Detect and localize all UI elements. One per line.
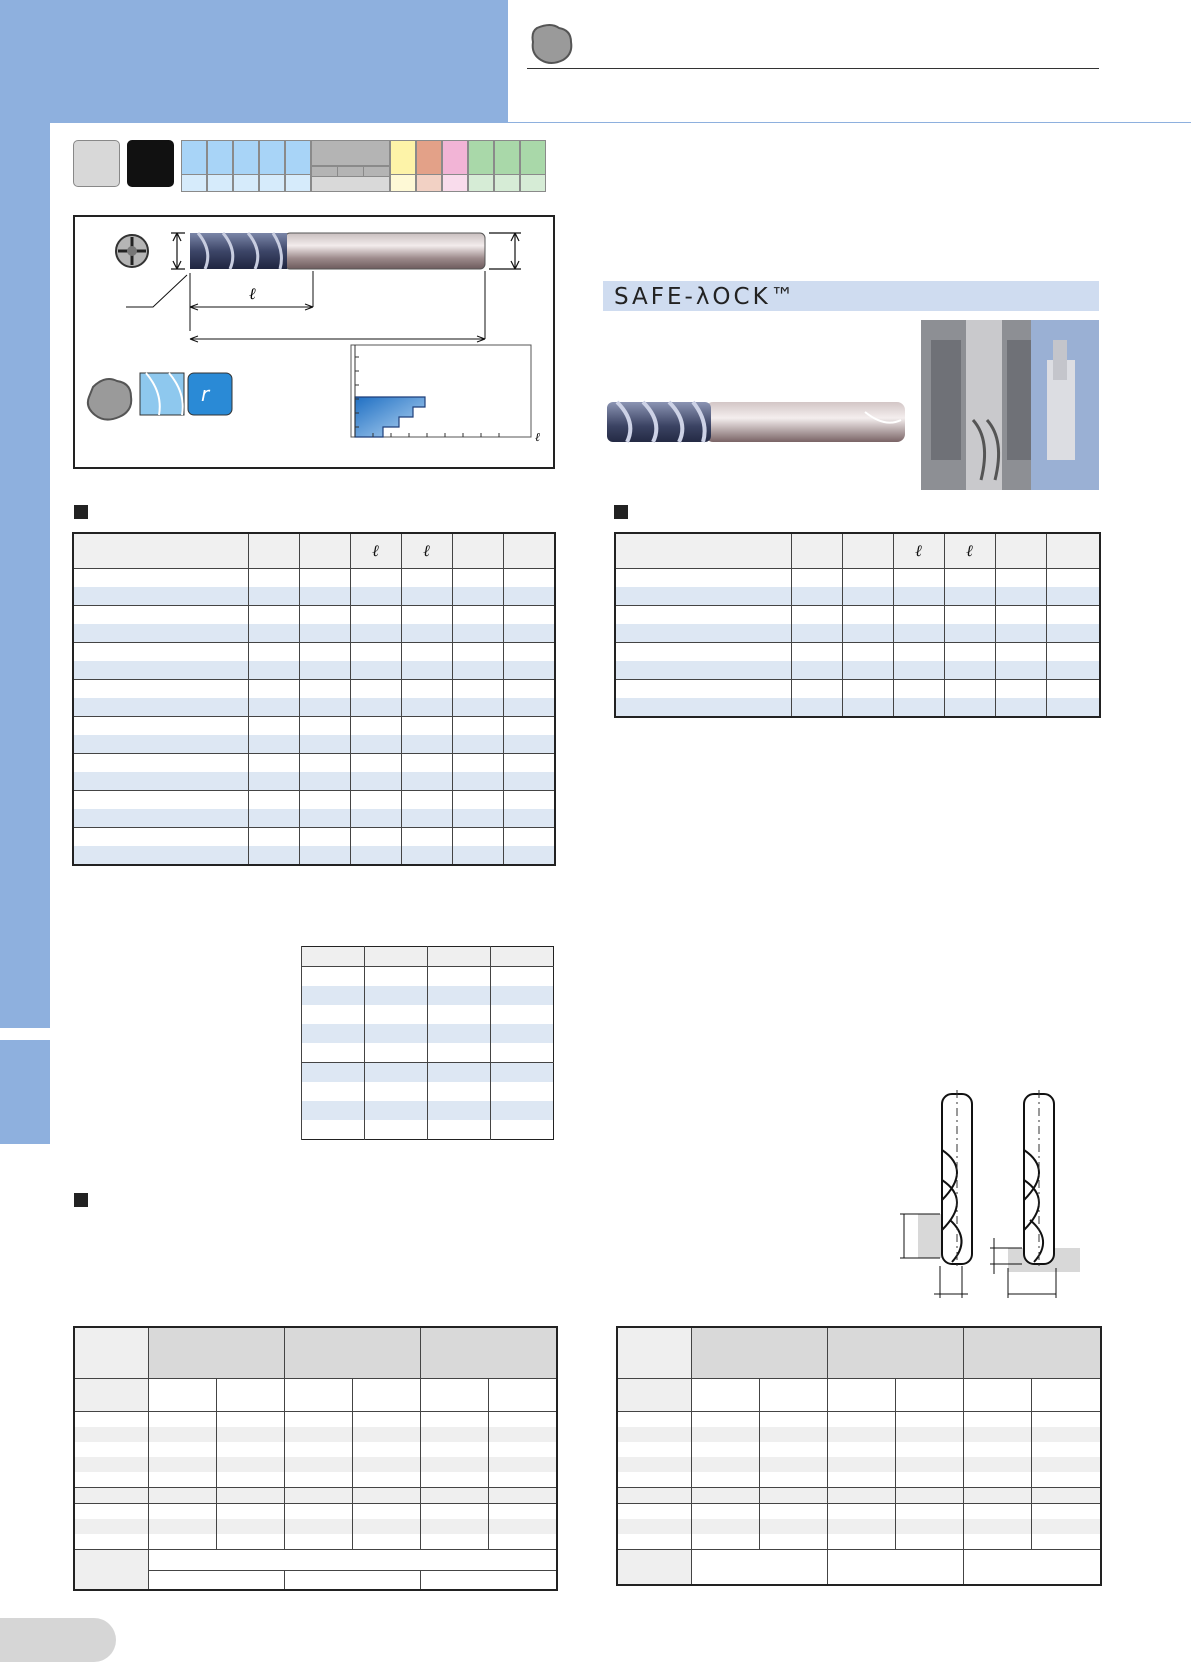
section-marker [74, 505, 88, 519]
table-row [302, 986, 554, 1005]
col-header [1046, 533, 1100, 569]
table-row [73, 735, 555, 754]
cutting-depth-diagram [880, 1090, 1080, 1300]
safe-lock-holder-photo [921, 320, 1099, 490]
end-view-icon [116, 235, 148, 267]
safe-lock-end-mill-photo [605, 398, 909, 446]
table-row [617, 1550, 1101, 1586]
material-chip-group-gray [311, 140, 390, 192]
table-row [615, 698, 1100, 717]
material-chip-row [181, 140, 546, 192]
table-row [617, 1519, 1101, 1534]
col-header-length: ℓ [944, 533, 995, 569]
safe-lock-title: SAFE-λOCK™ [614, 284, 797, 310]
side-band [0, 123, 50, 1028]
header-rule [527, 68, 1099, 69]
side-index-tab[interactable] [0, 1040, 50, 1144]
table-row [617, 1534, 1101, 1550]
table-row [74, 1472, 557, 1488]
table-row [74, 1534, 557, 1550]
header-bottom-rule [508, 122, 1191, 123]
end-mill-dimension-drawing [73, 215, 555, 469]
table-row [73, 643, 555, 662]
end-mill-section-icon [527, 20, 577, 66]
material-chip [207, 140, 233, 192]
material-chip [442, 140, 468, 192]
table-row [73, 791, 555, 810]
size-table-right [614, 532, 1101, 718]
col-header [615, 533, 791, 569]
table-row [73, 606, 555, 625]
table-row [302, 1043, 554, 1063]
table-row [74, 1550, 557, 1571]
table-row [73, 624, 555, 643]
material-chip [285, 140, 311, 192]
cutting-conditions-table-left [73, 1326, 558, 1591]
material-chip [468, 140, 494, 192]
flute-length-step-chart [351, 345, 540, 444]
material-chip [181, 140, 207, 192]
table-row [302, 1101, 554, 1120]
col-header [995, 533, 1046, 569]
table-row [73, 754, 555, 773]
col-header [248, 533, 299, 569]
table-row [615, 643, 1100, 662]
table-row [302, 967, 554, 987]
table-row [617, 1488, 1101, 1504]
helix-flute-icon [140, 373, 184, 415]
col-header-length: ℓ [401, 533, 452, 569]
table-row [617, 1504, 1101, 1520]
table-row [617, 1427, 1101, 1442]
material-chip [494, 140, 520, 192]
col-header-flute-length: ℓ [350, 533, 401, 569]
corner-radius-icon [188, 373, 232, 415]
col-header [842, 533, 893, 569]
table-row [615, 606, 1100, 625]
table-row [73, 717, 555, 736]
table-row [302, 947, 554, 967]
table-row [73, 828, 555, 847]
page-number-tab [0, 1618, 116, 1662]
table-row [74, 1442, 557, 1457]
table-row [615, 680, 1100, 699]
table-row [74, 1412, 557, 1428]
table-row [73, 809, 555, 828]
material-chip [416, 140, 442, 192]
table-row [302, 1005, 554, 1024]
table-row [73, 698, 555, 717]
material-chip [520, 140, 546, 192]
table-row [302, 1024, 554, 1043]
material-chip [390, 140, 416, 192]
table-row [73, 569, 555, 588]
table-row [615, 569, 1100, 588]
legend-black-box [127, 140, 174, 187]
table-row [615, 624, 1100, 643]
material-chip [259, 140, 285, 192]
table-row [302, 1082, 554, 1101]
table-row [615, 661, 1100, 680]
table-row [617, 1442, 1101, 1457]
col-header-flute-length: ℓ [893, 533, 944, 569]
flute-length-symbol: ℓ [249, 284, 256, 303]
tolerance-table [301, 946, 554, 1140]
square-end-mill-icon [88, 379, 131, 420]
section-marker [74, 1193, 88, 1207]
table-row [73, 661, 555, 680]
col-header [791, 533, 842, 569]
legend-gray-box [73, 140, 120, 187]
table-row [73, 587, 555, 606]
section-marker [614, 505, 628, 519]
table-row [617, 1472, 1101, 1488]
table-row [73, 772, 555, 791]
material-chip [233, 140, 259, 192]
table-row [73, 680, 555, 699]
table-row [74, 1519, 557, 1534]
table-row [74, 1457, 557, 1472]
col-header [299, 533, 350, 569]
chart-axis-symbol: ℓ [535, 430, 540, 444]
col-header [73, 533, 248, 569]
table-row [617, 1412, 1101, 1428]
table-row [73, 846, 555, 865]
size-table-left [72, 532, 556, 866]
table-row [74, 1504, 557, 1520]
svg-text:r: r [201, 382, 210, 406]
table-row [74, 1427, 557, 1442]
header-band [0, 0, 508, 123]
col-header [452, 533, 503, 569]
table-row [302, 1120, 554, 1140]
table-row [302, 1063, 554, 1083]
cutting-conditions-table-right [616, 1326, 1102, 1586]
table-row [615, 587, 1100, 606]
table-row [617, 1457, 1101, 1472]
table-row [74, 1488, 557, 1504]
col-header [503, 533, 555, 569]
